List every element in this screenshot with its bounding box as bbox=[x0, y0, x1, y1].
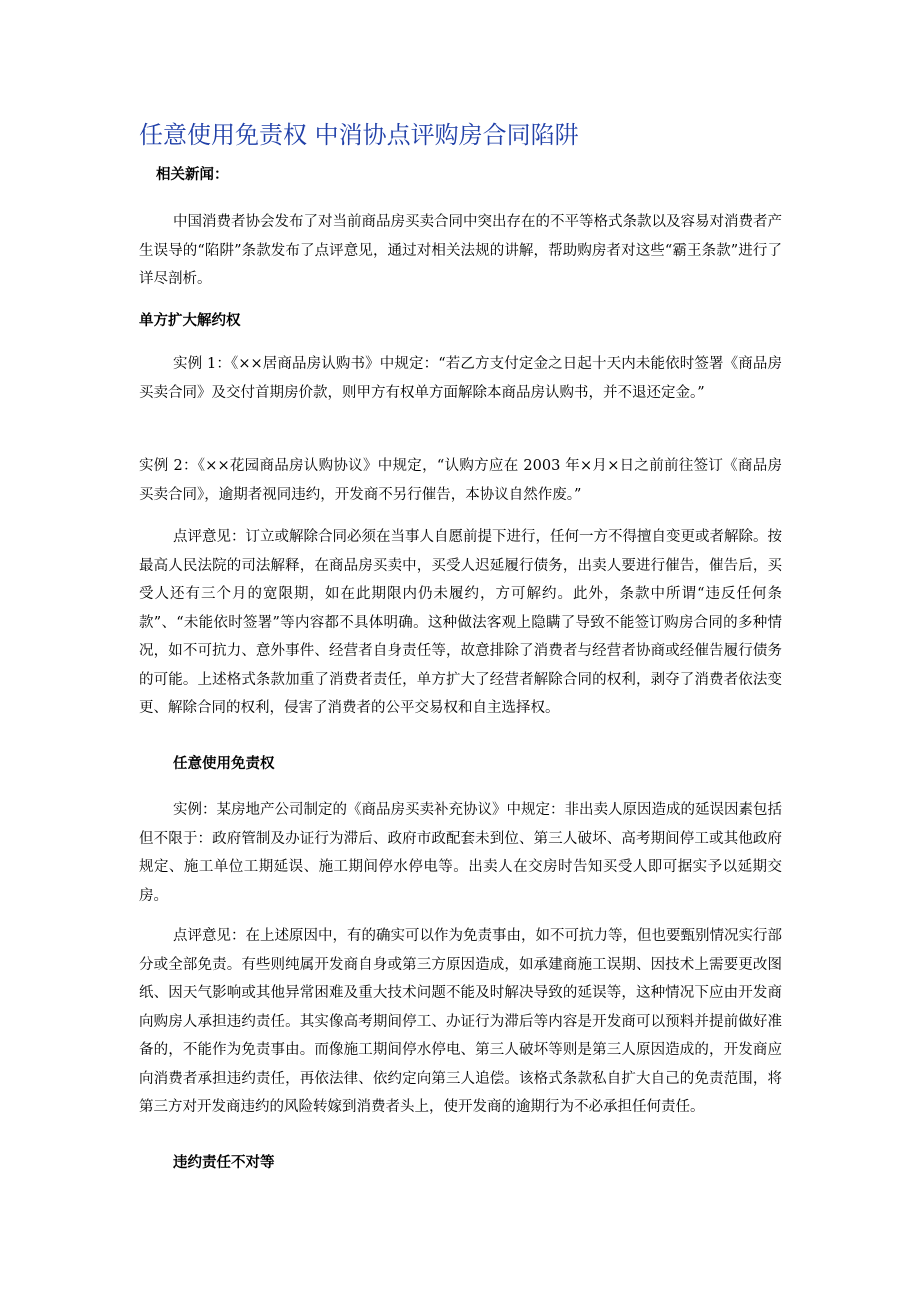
section-heading-unequal-liability: 违约责任不对等 bbox=[173, 1155, 275, 1171]
related-news-label: 相关新闻： bbox=[156, 167, 229, 183]
example-3-paragraph: 实例：某房地产公司制定的《商品房买卖补充协议》中规定：非出卖人原因造成的延误因素包括但不限于：政府管制及办证行为滞后、政府市政配套未到位、第三人破坏、高考期间停工或其他政府规定、施工单位工期延误、施工期间停水停电等。出卖人在交房时告知买受人即可据实予以延期交房。 bbox=[139, 802, 782, 904]
comment-paragraph-2: 点评意见：在上述原因中，有的确实可以作为免责事由，如不可抗力等，但也要甄别情况实行部分或全部免责。有些则纯属开发商自身或第三方原因造成，如承建商施工误期、因技术上需要更改图纸、因天气影响或其他异常困难及重大技术问题不能及时解决导致的延误等，这种情况下应由开发商向购房人承担违约责任。其实像高考期间停工、办证行为滞后等内容是开发商可以预料并提前做好准备的，不能作为免责事由。而像施工期间停水停电、第三人破坏等则是第三人原因造成的，开发商应向消费者承担违约责任，再依法律、依约定向第三人追偿。该格式条款私自扩大自己的免责范围，将第三方对开发商违约的风险转嫁到消费者头上，使开发商的逾期行为不必承担任何责任。 bbox=[139, 928, 782, 1115]
section-heading-unilateral-termination: 单方扩大解约权 bbox=[139, 313, 241, 329]
document-title: 任意使用免责权 中消协点评购房合同陷阱 bbox=[139, 121, 579, 149]
intro-paragraph: 中国消费者协会发布了对当前商品房买卖合同中突出存在的不平等格式条款以及容易对消费者产生误导的“陷阱”条款发布了点评意见，通过对相关法规的讲解，帮助购房者对这些“霸王条款”进行了详尽剖析。 bbox=[139, 214, 782, 287]
example-2-paragraph: 实例 2：《××花园商品房认购协议》中规定，“认购方应在 2003 年×月×日之前前往签订《商品房买卖合同》，逾期者视同违约，开发商不另行催告，本协议自然作废。” bbox=[139, 458, 782, 503]
section-heading-exemption: 任意使用免责权 bbox=[173, 756, 275, 772]
example-1-paragraph: 实例 1：《××居商品房认购书》中规定：“若乙方支付定金之日起十天内未能依时签署《商品房买卖合同》及交付首期房价款，则甲方有权单方面解除本商品房认购书，并不退还定金。” bbox=[139, 356, 782, 401]
comment-paragraph-1: 点评意见：订立或解除合同必须在当事人自愿前提下进行，任何一方不得擅自变更或者解除。按最高人民法院的司法解释，在商品房买卖中，买受人迟延履行债务，出卖人要进行催告，催告后，买受人还有三个月的宽限期，如在此期限内仍未履约，方可解约。此外，条款中所谓“违反任何条款”、“未能依时签署”等内容都不具体明确。这种做法客观上隐瞒了导致不能签订购房合同的多种情况，如不可抗力、意外事件、经营者自身责任等，故意排除了消费者与经营者协商或经催告履行债务的可能。上述格式条款加重了消费者责任，单方扩大了经营者解除合同的权利，剥夺了消费者依法变更、解除合同的权利，侵害了消费者的公平交易权和自主选择权。 bbox=[139, 529, 782, 716]
